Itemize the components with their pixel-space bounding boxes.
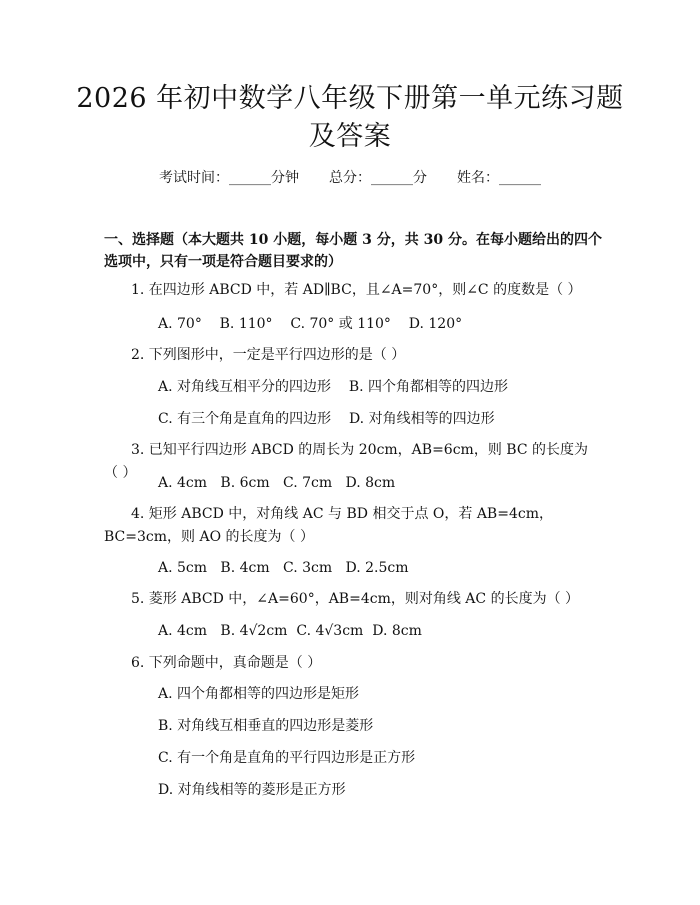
exam-time: 考试时间：______分钟 bbox=[159, 170, 299, 186]
question-stem: 4. 矩形 ABCD 中，对角线 AC 与 BD 相交于点 O，若 AB=4cm，BC=3cm，则 AO 的长度为（ ） bbox=[104, 506, 553, 545]
option-d: D. 对角线相等的四边形 bbox=[348, 411, 495, 427]
option-a: A. 对角线互相平分的四边形 bbox=[158, 379, 332, 395]
option-c: C. 7cm bbox=[282, 475, 333, 491]
option-a: A. 四个角都相等的四边形是矩形 bbox=[158, 686, 360, 702]
question-stem: 1. 在四边形 ABCD 中，若 AD∥BC，且∠A=70°，则∠C 的度数是（ ） bbox=[131, 282, 582, 298]
question-2 bbox=[104, 344, 596, 367]
question-stem: 5. 菱形 ABCD 中，∠A=60°，AB=4cm，则对角线 AC 的长度为（ ） bbox=[131, 591, 580, 607]
option-c: C. 有一个角是直角的平行四边形是正方形 bbox=[158, 750, 416, 766]
option-b: B. 四个角都相等的四边形 bbox=[348, 379, 509, 395]
option-d: D. 2.5cm bbox=[345, 560, 409, 576]
question-6 bbox=[104, 652, 596, 675]
option-a: A. 4cm bbox=[158, 475, 208, 491]
option-d: D. 120° bbox=[408, 316, 463, 332]
option-d: D. 8cm bbox=[345, 475, 396, 491]
question-stem: 2. 下列图形中，一定是平行四边形的是（ ） bbox=[131, 347, 406, 363]
option-b: B. 110° bbox=[219, 316, 273, 332]
question-4-options bbox=[158, 558, 409, 578]
question-5 bbox=[104, 588, 596, 611]
option-d: D. 8cm bbox=[372, 623, 422, 639]
student-name: 姓名：______ bbox=[457, 170, 541, 186]
exam-meta bbox=[0, 167, 700, 187]
option-a: A. 4cm bbox=[158, 623, 208, 639]
section-heading: 一、选择题（本大题共 10 小题，每小题 3 分，共 30 分。在每小题给出的四个选项中，只有一项是符合题目要求的） bbox=[104, 232, 602, 270]
question-stem: 3. 已知平行四边形 ABCD 的周长为 20cm，AB=6cm，则 BC 的长度为（ ） bbox=[104, 442, 588, 481]
option-b: B. 对角线互相垂直的四边形是菱形 bbox=[158, 718, 374, 734]
option-b: B. 6cm bbox=[220, 475, 270, 491]
option-c: C. 3cm bbox=[282, 560, 333, 576]
question-1 bbox=[104, 279, 596, 302]
question-1-options bbox=[158, 314, 462, 334]
question-5-options bbox=[158, 621, 422, 641]
title-line-1: 2026 年初中数学八年级下册第一单元练习题 bbox=[76, 83, 624, 114]
option-c: C. 4√3cm bbox=[296, 623, 364, 639]
option-b: B. 4cm bbox=[220, 560, 270, 576]
option-a: A. 5cm bbox=[158, 560, 208, 576]
question-2-options-row-1 bbox=[158, 377, 508, 397]
option-b: B. 4√2cm bbox=[220, 623, 288, 639]
page-title bbox=[60, 80, 640, 156]
option-a: A. 70° bbox=[158, 316, 202, 332]
option-c: C. 70° 或 110° bbox=[290, 316, 391, 332]
question-2-options-row-2 bbox=[158, 409, 495, 429]
option-d: D. 对角线相等的菱形是正方形 bbox=[158, 782, 346, 798]
option-c: C. 有三个角是直角的四边形 bbox=[158, 411, 332, 427]
exam-score: 总分：______分 bbox=[329, 170, 427, 186]
question-stem: 6. 下列命题中，真命题是（ ） bbox=[131, 655, 322, 671]
question-4 bbox=[104, 503, 596, 549]
question-3-options bbox=[158, 473, 395, 493]
title-line-2: 及答案 bbox=[308, 121, 392, 152]
